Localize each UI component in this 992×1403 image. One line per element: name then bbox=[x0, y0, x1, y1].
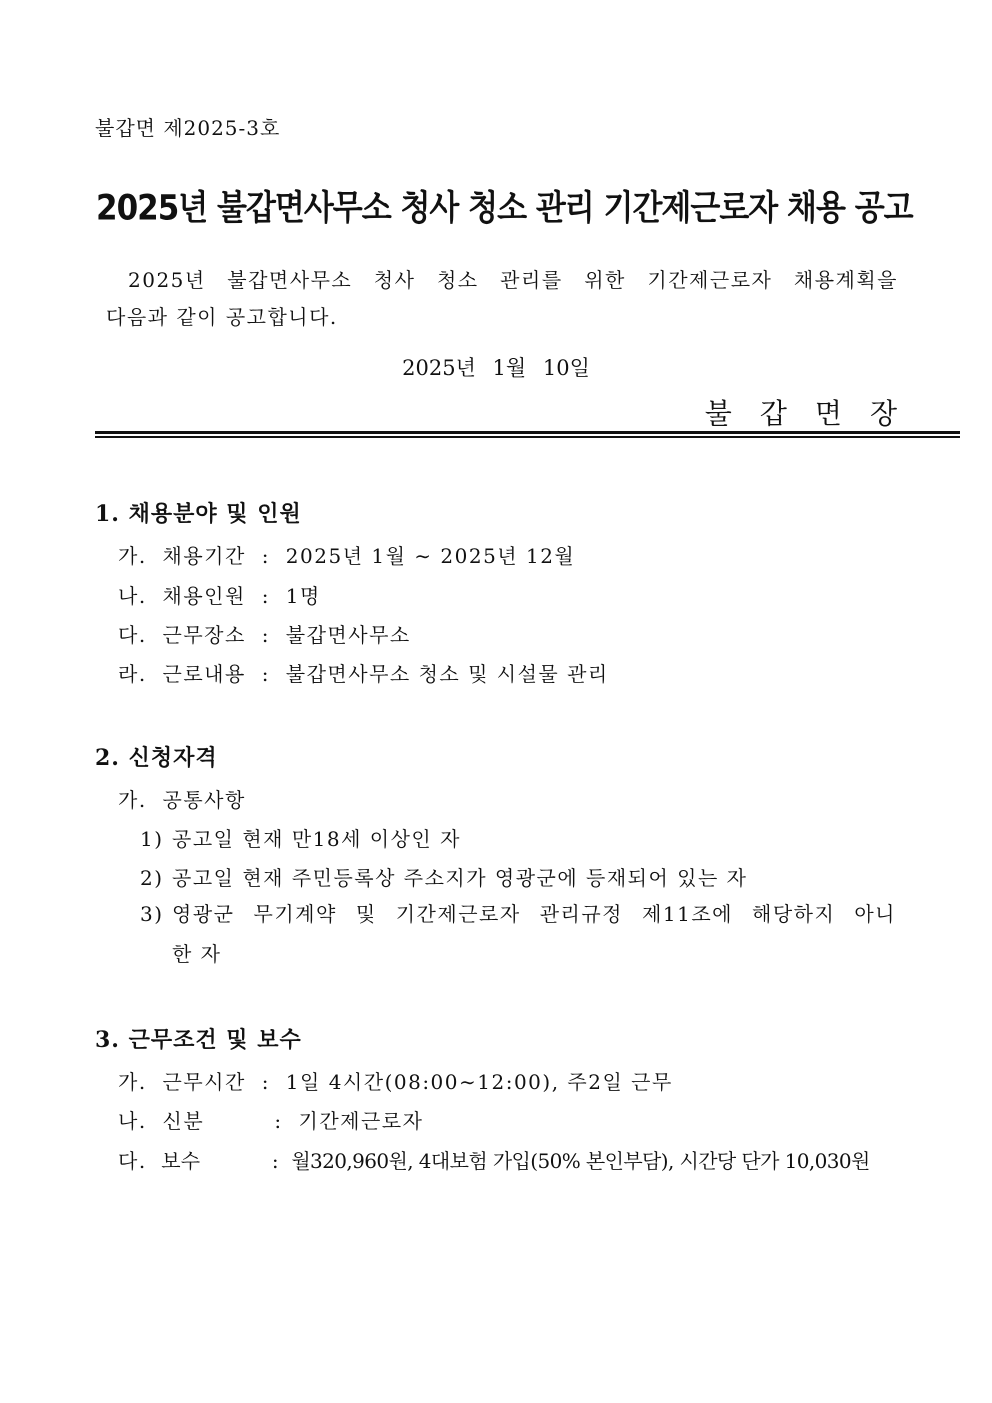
item-label: 채용인원 bbox=[162, 584, 246, 608]
item-separator: : bbox=[261, 1070, 270, 1094]
item-text: 공통사항 bbox=[162, 788, 246, 812]
item-label: 채용기간 bbox=[162, 544, 246, 568]
item-marker: 가. bbox=[118, 788, 147, 812]
item-label: 보수 bbox=[161, 1149, 201, 1173]
item-marker: 가. bbox=[118, 1070, 147, 1094]
item-value: 불갑면사무소 청소 및 시설물 관리 bbox=[285, 662, 609, 686]
sub-number: 1) bbox=[140, 827, 164, 851]
section1-item-c bbox=[118, 619, 411, 648]
section1-item-d bbox=[118, 658, 609, 687]
intro-paragraph bbox=[106, 262, 898, 336]
divider-thick bbox=[95, 431, 960, 434]
item-value: 기간제근로자 bbox=[298, 1109, 424, 1133]
section3-item-c bbox=[118, 1145, 870, 1174]
sub-text bbox=[172, 894, 896, 974]
item-value: 1일 4시간(08:00∼12:00), 주2일 근무 bbox=[285, 1070, 673, 1094]
qualification-2 bbox=[140, 862, 748, 891]
item-label: 근로내용 bbox=[162, 662, 246, 686]
sub-text-line-1: 영광군 무기계약 및 기간제근로자 관리규정 제11조에 해당하지 아니 bbox=[172, 902, 896, 926]
item-separator: : bbox=[271, 1149, 279, 1173]
item-marker: 라. bbox=[118, 662, 147, 686]
item-separator: : bbox=[261, 662, 270, 686]
section-heading-2: 2. 신청자격 bbox=[95, 745, 218, 771]
sub-number: 2) bbox=[140, 866, 164, 890]
section2-item-a bbox=[118, 784, 246, 813]
item-marker: 다. bbox=[118, 623, 147, 647]
section1-item-b bbox=[118, 580, 321, 609]
item-separator: : bbox=[261, 623, 270, 647]
intro-line-2: 다음과 같이 공고합니다. bbox=[106, 305, 338, 329]
item-value: 1명 bbox=[285, 584, 321, 608]
intro-line-1: 2025년 불갑면사무소 청사 청소 관리를 위한 기간제근로자 채용계획을 bbox=[128, 268, 898, 292]
item-separator: : bbox=[261, 584, 270, 608]
item-value: 월320,960원, 4대보험 가입(50% 본인부담), 시간당 단가 10,030원 bbox=[291, 1149, 870, 1173]
section1-item-a bbox=[118, 540, 575, 569]
item-marker: 나. bbox=[118, 584, 147, 608]
sub-number: 3) bbox=[140, 902, 164, 926]
item-value: 2025년 1월 ∼ 2025년 12월 bbox=[285, 544, 576, 568]
item-marker: 나. bbox=[118, 1109, 147, 1133]
sub-text-line-2: 한 자 bbox=[172, 942, 222, 966]
item-label: 근무장소 bbox=[162, 623, 246, 647]
page-title: 2025년 불갑면사무소 청사 청소 관리 기간제근로자 채용 공고 bbox=[96, 188, 913, 229]
item-value: 불갑면사무소 bbox=[285, 623, 411, 647]
section3-item-b bbox=[118, 1105, 423, 1134]
sub-text: 공고일 현재 만18세 이상인 자 bbox=[172, 827, 461, 851]
announcement-date: 2025년 1월 10일 bbox=[402, 356, 590, 380]
item-label: 근무시간 bbox=[162, 1070, 246, 1094]
sub-text: 공고일 현재 주민등록상 주소지가 영광군에 등재되어 있는 자 bbox=[172, 866, 748, 890]
issuer-signature: 불갑면장 bbox=[704, 397, 925, 430]
item-label: 신분 bbox=[162, 1109, 205, 1133]
qualification-1 bbox=[140, 823, 461, 852]
item-marker: 가. bbox=[118, 544, 147, 568]
item-marker: 다. bbox=[118, 1149, 147, 1173]
document-number: 불갑면 제2025-3호 bbox=[95, 116, 281, 140]
item-separator: : bbox=[274, 1109, 283, 1133]
section3-item-a bbox=[118, 1066, 673, 1095]
section-heading-3: 3. 근무조건 및 보수 bbox=[95, 1027, 302, 1053]
qualification-3 bbox=[140, 894, 900, 974]
divider-thin bbox=[95, 436, 960, 438]
section-heading-1: 1. 채용분야 및 인원 bbox=[95, 501, 302, 527]
item-separator: : bbox=[261, 544, 270, 568]
